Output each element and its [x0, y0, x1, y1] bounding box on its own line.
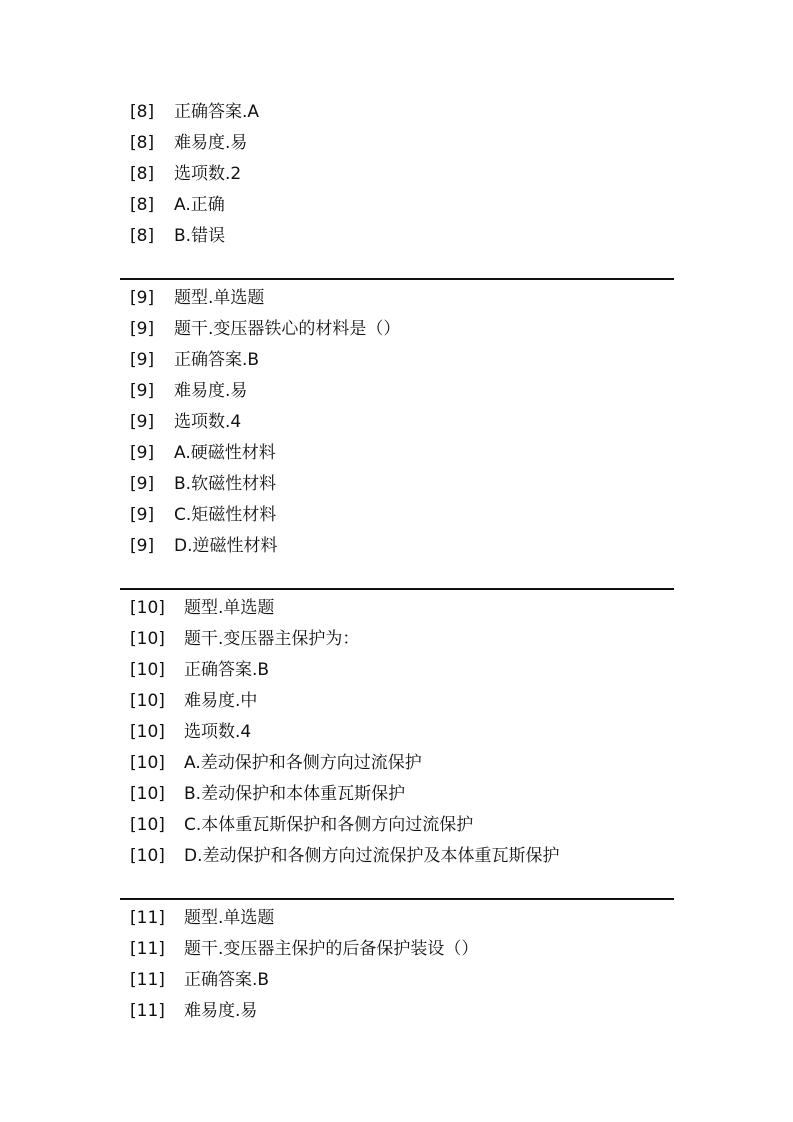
- line-question-type: [120, 903, 674, 934]
- question-number: [9]: [130, 288, 155, 309]
- line-option-a: [120, 748, 674, 779]
- line-text: A.正确: [174, 194, 225, 215]
- line-option-a: [120, 190, 674, 221]
- line-text: 难易度.易: [184, 1001, 258, 1022]
- line-text: D.逆磁性材料: [174, 535, 278, 556]
- line-text: 题干.变压器主保护的后备保护装设（）: [184, 939, 479, 960]
- line-option-b: [120, 221, 674, 252]
- line-text: 正确答案.B: [184, 660, 270, 681]
- line-text: 难易度.易: [174, 381, 248, 402]
- question-number: [9]: [130, 504, 155, 525]
- line-question-stem: [120, 314, 674, 345]
- line-option-b: [120, 779, 674, 810]
- question-number: [10]: [130, 722, 165, 743]
- question-number: [11]: [130, 939, 165, 960]
- question-block-9: [120, 283, 674, 561]
- question-number: [8]: [130, 194, 155, 215]
- line-text: B.软磁性材料: [174, 473, 277, 494]
- line-option-d: [120, 841, 674, 872]
- line-option-count: [120, 159, 674, 190]
- question-number: [9]: [130, 381, 155, 402]
- line-text: 难易度.易: [174, 132, 248, 153]
- section-divider: [120, 588, 674, 590]
- line-text: A.硬磁性材料: [174, 442, 276, 463]
- question-block-8: [120, 97, 674, 251]
- line-difficulty: [120, 376, 674, 407]
- line-text: 选项数.4: [174, 412, 242, 433]
- line-text: C.本体重瓦斯保护和各侧方向过流保护: [184, 814, 474, 835]
- line-correct-answer: [120, 655, 674, 686]
- line-text: A.差动保护和各侧方向过流保护: [184, 752, 422, 773]
- question-number: [10]: [130, 691, 165, 712]
- question-number: [8]: [130, 102, 155, 122]
- line-question-stem: [120, 624, 674, 655]
- line-option-c: [120, 500, 674, 531]
- line-text: 题型.单选题: [174, 288, 265, 309]
- line-text: 题型.单选题: [184, 908, 275, 929]
- question-block-10: [120, 593, 674, 871]
- question-number: [10]: [130, 783, 165, 804]
- question-number: [9]: [130, 350, 155, 371]
- line-text: C.矩磁性材料: [174, 504, 277, 525]
- line-difficulty: [120, 686, 674, 717]
- line-text: B.差动保护和本体重瓦斯保护: [184, 783, 406, 804]
- line-difficulty: [120, 128, 674, 159]
- line-question-type: [120, 283, 674, 314]
- line-option-c: [120, 810, 674, 841]
- line-option-count: [120, 407, 674, 438]
- line-option-count: [120, 717, 674, 748]
- line-correct-answer: [120, 965, 674, 996]
- line-text: 题干.变压器铁心的材料是（）: [174, 319, 401, 340]
- question-number: [11]: [130, 1001, 165, 1022]
- question-number: [10]: [130, 629, 165, 650]
- line-option-a: [120, 438, 674, 469]
- question-number: [10]: [130, 814, 165, 835]
- document-page: [120, 97, 674, 1027]
- question-number: [10]: [130, 752, 165, 773]
- line-text: 正确答案.B: [184, 970, 270, 991]
- question-number: [10]: [130, 598, 165, 619]
- question-number: [9]: [130, 319, 155, 340]
- line-text: 难易度.中: [184, 691, 258, 712]
- line-text: 选项数.2: [174, 163, 242, 184]
- line-question-stem: [120, 934, 674, 965]
- question-number: [8]: [130, 132, 155, 153]
- line-correct-answer: [120, 97, 674, 128]
- question-number: [9]: [130, 412, 155, 433]
- line-text: 题干.变压器主保护为：: [184, 629, 360, 650]
- question-number: [9]: [130, 442, 155, 463]
- question-number: [9]: [130, 473, 155, 494]
- question-number: [11]: [130, 908, 165, 929]
- line-option-b: [120, 469, 674, 500]
- line-text: 选项数.4: [184, 722, 252, 743]
- line-text: 题型.单选题: [184, 598, 275, 619]
- question-number: [8]: [130, 225, 155, 246]
- line-question-type: [120, 593, 674, 624]
- section-divider: [120, 898, 674, 900]
- question-number: [8]: [130, 163, 155, 184]
- line-text: 正确答案.A: [174, 102, 260, 122]
- question-number: [9]: [130, 535, 155, 556]
- line-text: B.错误: [174, 225, 226, 246]
- line-option-d: [120, 531, 674, 562]
- section-divider: [120, 278, 674, 280]
- question-number: [10]: [130, 660, 165, 681]
- line-text: 正确答案.B: [174, 350, 260, 371]
- line-difficulty: [120, 996, 674, 1027]
- question-number: [10]: [130, 845, 165, 866]
- line-text: D.差动保护和各侧方向过流保护及本体重瓦斯保护: [184, 845, 560, 866]
- question-block-11: [120, 903, 674, 1027]
- question-number: [11]: [130, 970, 165, 991]
- line-correct-answer: [120, 345, 674, 376]
